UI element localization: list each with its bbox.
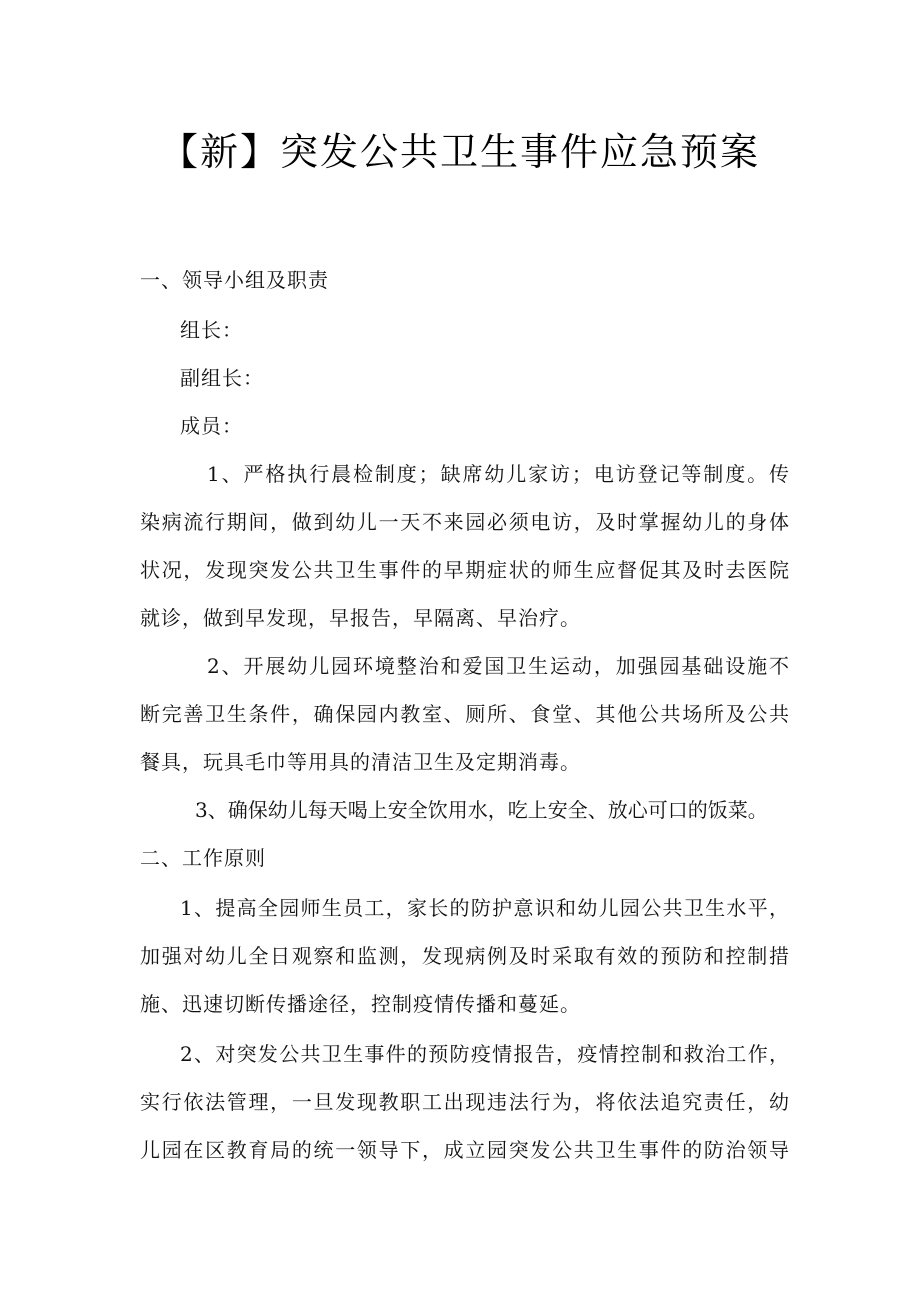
s2-item2-line1: 2、对突发公共卫生事件的预防疫情报告，疫情控制和救治工作， (180, 1042, 790, 1066)
s1-item3-line1: 3、确保幼儿每天喝上安全饮用水，吃上安全、放心可口的饭菜。 (195, 798, 768, 822)
section1-heading: 一、领导小组及职责 (140, 268, 329, 292)
document-title: 【新】突发公共卫生事件应急预案 (159, 130, 760, 174)
s2-item2-line2: 实行依法管理，一旦发现教职工出现违法行为，将依法追究责任，幼 (140, 1090, 790, 1114)
s2-item1-line2: 加强对幼儿全日观察和监测，发现病例及时采取有效的预防和控制措 (140, 944, 790, 968)
s1-item1-line2: 染病流行期间，做到幼儿一天不来园必须电访，及时掌握幼儿的身体 (140, 510, 790, 534)
leader-label: 组长： (180, 318, 243, 342)
s2-item2-line3: 儿园在区教育局的统一领导下，成立园突发公共卫生事件的防治领导 (140, 1138, 790, 1162)
section2-heading: 二、工作原则 (140, 846, 266, 870)
s1-item1-line1: 1、严格执行晨检制度；缺席幼儿家访；电访登记等制度。传 (207, 462, 790, 486)
deputy-leader-label: 副组长： (180, 366, 264, 390)
members-label: 成员： (180, 414, 243, 438)
s1-item1-line3: 状况，发现突发公共卫生事件的早期症状的师生应督促其及时去医院 (140, 558, 790, 582)
s1-item1-line4: 就诊，做到早发现，早报告，早隔离、早治疗。 (140, 606, 581, 630)
s2-item1-line1: 1、提高全园师生员工，家长的防护意识和幼儿园公共卫生水平， (180, 896, 790, 920)
s1-item2-line3: 餐具，玩具毛巾等用具的清洁卫生及定期消毒。 (140, 750, 581, 774)
s1-item2-line1: 2、开展幼儿园环境整治和爱国卫生运动，加强园基础设施不 (207, 654, 790, 678)
s2-item1-line3: 施、迅速切断传播途径，控制疫情传播和蔓延。 (140, 992, 581, 1016)
s1-item2-line2: 断完善卫生条件，确保园内教室、厕所、食堂、其他公共场所及公共 (140, 702, 790, 726)
